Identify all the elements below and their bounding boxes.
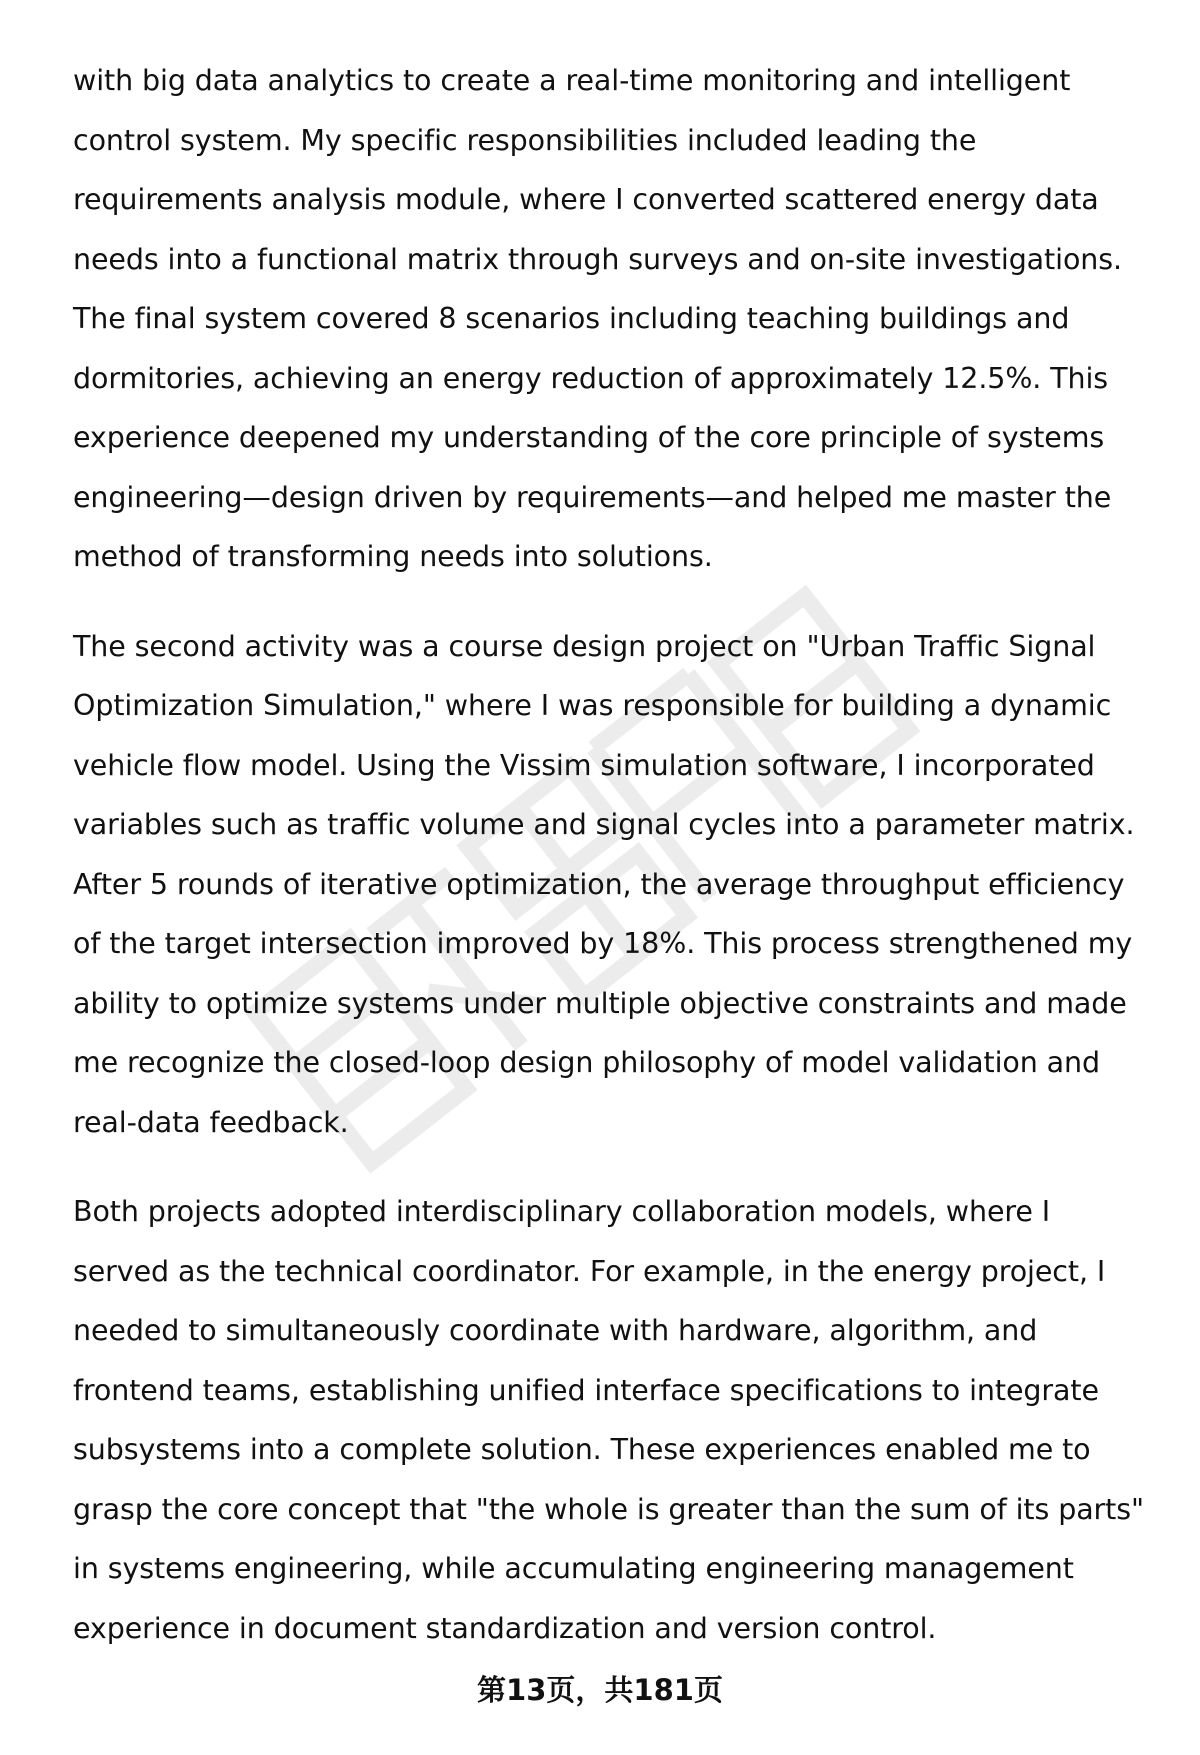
text-line: me recognize the closed-loop design philosophy of model validation and: [73, 1046, 1100, 1079]
paragraph-collaboration: [73, 1182, 1153, 1658]
page-number-footer: 第13页，共181页: [477, 1673, 723, 1707]
text-line: with big data analytics to create a real-time monitoring and intelligent: [73, 64, 1071, 97]
text-line: of the target intersection improved by 18%. This process strengthened my: [73, 927, 1133, 960]
text-line: The second activity was a course design project on "Urban Traffic Signal: [73, 629, 1096, 663]
text-line: frontend teams, establishing unified interface specifications to integrate: [73, 1373, 1099, 1407]
text-line: vehicle flow model. Using the Vissim simulation software, I incorporated: [73, 748, 1095, 782]
text-line: grasp the core concept that "the whole is greater than the sum of its parts": [73, 1492, 1145, 1526]
text-line: needs into a functional matrix through surveys and on-site investigations.: [73, 242, 1122, 276]
text-line: After 5 rounds of iterative optimization, the average throughput efficiency: [73, 867, 1125, 901]
text-line: subsystems into a complete solution. These experiences enabled me to: [73, 1433, 1091, 1466]
text-line: control system. My specific responsibilities included leading the: [73, 123, 977, 157]
text-line: variables such as traffic volume and signal cycles into a parameter matrix.: [73, 808, 1135, 841]
text-line: dormitories, achieving an energy reduction of approximately 12.5%. This: [73, 361, 1109, 395]
text-line: method of transforming needs into solutions.: [73, 540, 713, 573]
text-line: engineering—design driven by requirements—and helped me master the: [73, 480, 1112, 514]
text-line: real-data feedback.: [73, 1105, 349, 1139]
text-line: in systems engineering, while accumulating engineering management: [73, 1552, 1074, 1585]
text-line: Both projects adopted interdisciplinary collaboration models, where I: [73, 1195, 1051, 1228]
document-body: [73, 51, 1153, 1688]
text-line: served as the technical coordinator. For example, in the energy project, I: [73, 1254, 1106, 1288]
paragraph-energy-project: [73, 51, 1153, 587]
text-line: ability to optimize systems under multiple objective constraints and made: [73, 986, 1127, 1020]
text-line: Optimization Simulation," where I was responsible for building a dynamic: [73, 689, 1112, 722]
text-line: needed to simultaneously coordinate with hardware, algorithm, and: [73, 1314, 1038, 1347]
paragraph-traffic-project: [73, 617, 1153, 1153]
text-line: The final system covered 8 scenarios including teaching buildings and: [73, 302, 1070, 335]
text-line: requirements analysis module, where I converted scattered energy data: [73, 183, 1099, 216]
text-line: experience in document standardization and version control.: [73, 1611, 937, 1645]
text-line: experience deepened my understanding of the core principle of systems: [73, 421, 1105, 454]
